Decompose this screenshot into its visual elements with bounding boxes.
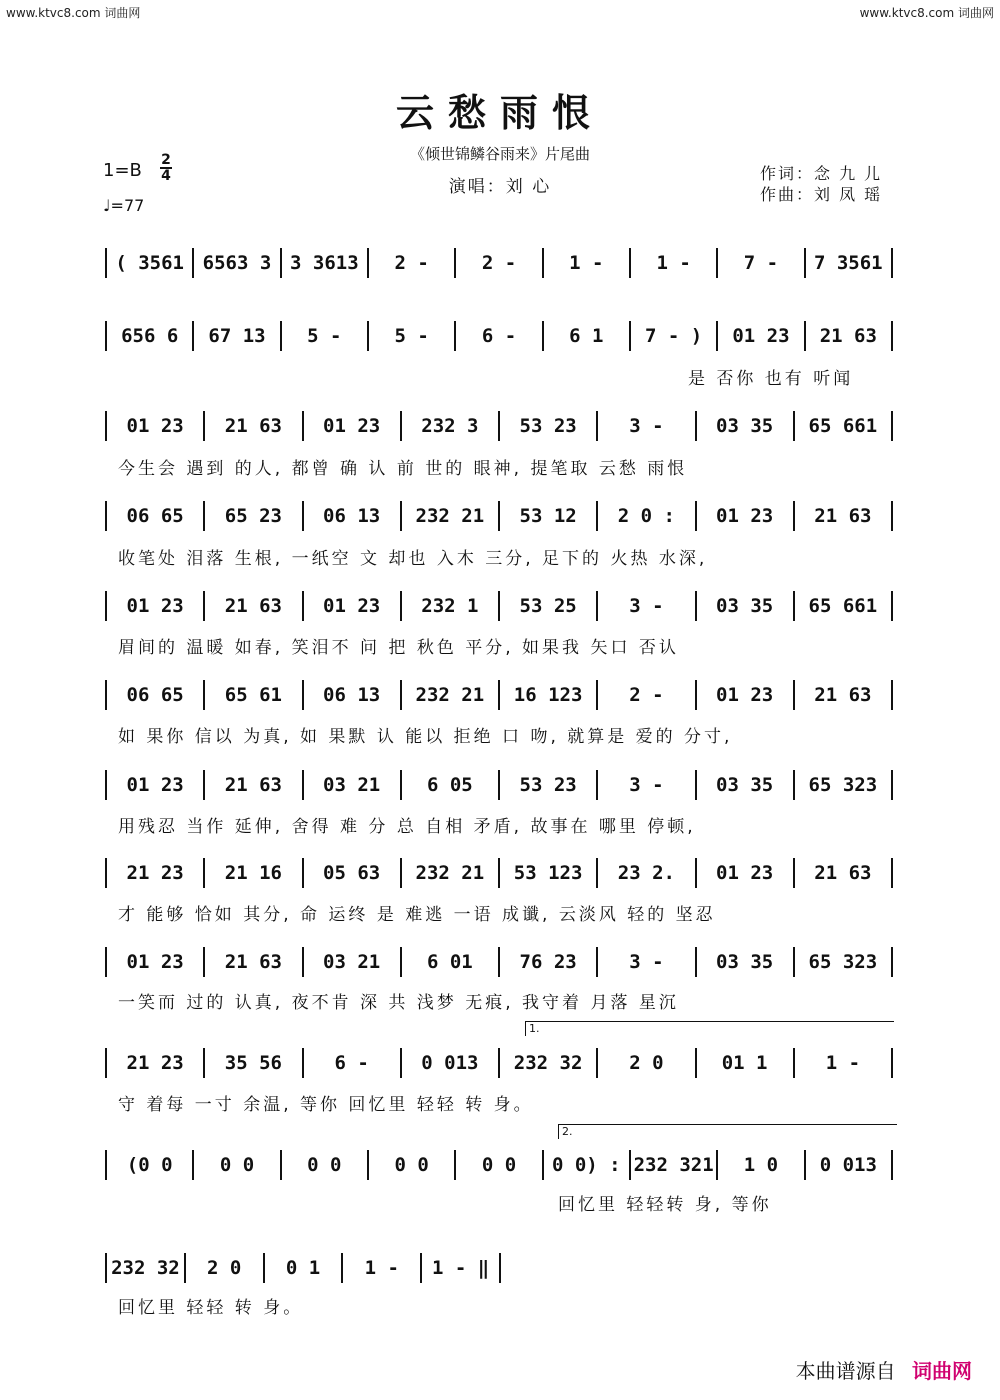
barline — [498, 858, 500, 888]
measure: 06 65 — [126, 684, 184, 706]
measure: 06 13 — [323, 505, 381, 527]
barline — [420, 1253, 422, 1283]
measure: 6 1 — [569, 325, 604, 347]
measure: 0 0 — [307, 1154, 342, 1176]
barline — [192, 1150, 194, 1180]
lyrics-row: 守 着每 一寸 余温, 等你 回忆里 轻轻 转 身。 — [118, 1095, 534, 1115]
first-ending-bracket: 1. — [525, 1021, 894, 1036]
barline — [302, 680, 304, 710]
barline — [105, 501, 107, 531]
lyrics-row: 收笔处 泪落 生根, 一纸空 文 却也 入木 三分, 足下的 火热 水深, — [118, 549, 708, 569]
barline — [793, 501, 795, 531]
measure: 0 1 — [285, 1257, 321, 1279]
measure: 656 6 — [121, 325, 179, 347]
measure: 65 61 — [224, 684, 282, 706]
barline — [596, 947, 598, 977]
barline — [367, 1150, 369, 1180]
measure: 65 661 — [808, 415, 878, 437]
barline — [629, 248, 631, 278]
notation-row — [103, 1045, 895, 1081]
measure: 01 23 — [716, 505, 774, 527]
barline — [695, 947, 697, 977]
measure: 2 0 : — [617, 505, 675, 527]
barline — [695, 680, 697, 710]
barline — [341, 1253, 343, 1283]
measure: 01 23 — [716, 862, 774, 884]
notation-row — [103, 588, 895, 624]
measure: 03 35 — [716, 595, 774, 617]
notation-row — [103, 677, 895, 713]
barline — [280, 248, 282, 278]
barline — [542, 248, 544, 278]
barline — [105, 858, 107, 888]
barline — [203, 858, 205, 888]
measure: 6 05 — [426, 774, 473, 796]
measure: 21 23 — [126, 862, 184, 884]
notation-row — [103, 498, 895, 534]
measure: 0 0) : — [551, 1154, 621, 1176]
barline — [793, 1048, 795, 1078]
measure: 5 - — [307, 325, 342, 347]
measure: 3 - — [629, 951, 664, 973]
measure: 01 23 — [323, 415, 381, 437]
barline — [793, 770, 795, 800]
measure: 7 - ) — [645, 325, 703, 347]
song-title: 云愁雨恨 — [395, 90, 604, 135]
measure: 3 - — [629, 595, 664, 617]
measure: 01 23 — [126, 415, 184, 437]
barline — [454, 1150, 456, 1180]
measure: 232 32 — [111, 1257, 180, 1279]
barline — [203, 411, 205, 441]
barline — [596, 501, 598, 531]
barline — [629, 1150, 631, 1180]
measure: 1 0 — [743, 1154, 779, 1176]
measure: 16 123 — [513, 684, 583, 706]
lyrics-row: 眉间的 温暖 如春, 笑泪不 问 把 秋色 平分, 如果我 矢口 否认 — [118, 638, 679, 658]
measure: 65 323 — [808, 774, 878, 796]
measure: 53 12 — [519, 505, 577, 527]
footer-text: 本曲谱源自 — [795, 1359, 896, 1383]
barline — [596, 858, 598, 888]
time-signature-bottom: 4 — [161, 168, 171, 184]
measure: 232 32 — [513, 1052, 583, 1074]
measure: 53 25 — [519, 595, 577, 617]
measure: 0 0 — [481, 1154, 517, 1176]
measure: 3 3613 — [290, 252, 359, 274]
measure: 65 23 — [224, 505, 282, 527]
barline — [793, 411, 795, 441]
notation-row — [103, 855, 895, 891]
barline — [695, 411, 697, 441]
barline — [793, 680, 795, 710]
barline — [629, 321, 631, 351]
barline — [891, 680, 893, 710]
measure: 2 0 — [629, 1052, 664, 1074]
measure: 3 - — [629, 415, 664, 437]
barline — [400, 770, 402, 800]
lyrics-row: 回忆里 轻轻 转 身。 — [118, 1298, 304, 1318]
barline — [400, 858, 402, 888]
composer-credit: 作曲：刘 凤 瑶 — [760, 185, 883, 204]
measure: 6563 3 — [202, 252, 272, 274]
measure: 06 13 — [323, 684, 381, 706]
notation-row — [103, 245, 895, 281]
barline — [105, 1150, 107, 1180]
barline — [695, 858, 697, 888]
barline — [454, 321, 456, 351]
barline — [891, 501, 893, 531]
barline — [793, 858, 795, 888]
barline — [367, 248, 369, 278]
measure: 0 013 — [421, 1052, 479, 1074]
barline — [891, 947, 893, 977]
barline — [367, 321, 369, 351]
barline — [695, 770, 697, 800]
barline — [400, 591, 402, 621]
measure: 21 63 — [224, 951, 282, 973]
measure: 1 - — [825, 1052, 861, 1074]
barline — [891, 591, 893, 621]
notation-row — [103, 944, 895, 980]
barline — [891, 321, 893, 351]
barline — [105, 1253, 107, 1283]
barline — [192, 321, 194, 351]
barline — [695, 501, 697, 531]
barline — [596, 411, 598, 441]
measure: 0 013 — [819, 1154, 877, 1176]
key-signature: 1=B — [103, 160, 142, 181]
barline — [454, 248, 456, 278]
footer-brand[interactable]: 词曲网 — [912, 1359, 972, 1383]
measure: 6 01 — [426, 951, 473, 973]
lyrics-row: 回忆里 轻轻转 身, 等你 — [558, 1195, 772, 1215]
barline — [105, 947, 107, 977]
measure: 21 63 — [224, 595, 282, 617]
measure: 232 21 — [415, 684, 485, 706]
time-signature-top: 2 — [161, 152, 171, 168]
measure: 2 0 — [207, 1257, 242, 1279]
barline — [695, 1048, 697, 1078]
barline — [400, 501, 402, 531]
barline — [105, 591, 107, 621]
measure: 35 56 — [224, 1052, 282, 1074]
barline — [192, 248, 194, 278]
measure: 232 321 — [633, 1154, 714, 1176]
measure: 0 0 — [394, 1154, 429, 1176]
measure: (0 0 — [126, 1154, 173, 1176]
measure: 65 661 — [808, 595, 878, 617]
measure: 01 23 — [126, 595, 184, 617]
measure: 01 23 — [732, 325, 790, 347]
measure: 23 2. — [617, 862, 675, 884]
measure: 53 23 — [519, 415, 577, 437]
barline — [891, 411, 893, 441]
measure: 1 - ‖ — [431, 1257, 490, 1279]
lyricist-credit: 作词：念 九 儿 — [760, 164, 883, 183]
barline — [498, 501, 500, 531]
tempo-marking: ♩=77 — [103, 196, 145, 215]
barline — [804, 321, 806, 351]
barline — [302, 858, 304, 888]
barline — [280, 321, 282, 351]
measure: 03 35 — [716, 951, 774, 973]
barline — [302, 501, 304, 531]
notation-row — [103, 767, 895, 803]
measure: 21 63 — [819, 325, 877, 347]
measure: 6 - — [334, 1052, 369, 1074]
lyrics-row: 如 果你 信以 为真, 如 果默 认 能以 拒绝 口 吻, 就算是 爱的 分寸, — [118, 727, 733, 747]
measure: 21 63 — [814, 684, 872, 706]
measure: 3 - — [629, 774, 664, 796]
lyrics-row: 是 否你 也有 听闻 — [688, 369, 854, 389]
barline — [302, 411, 304, 441]
barline — [280, 1150, 282, 1180]
barline — [596, 1048, 598, 1078]
barline — [302, 1048, 304, 1078]
barline — [891, 858, 893, 888]
notation-row — [103, 1250, 503, 1286]
time-signature — [160, 153, 172, 183]
measure: 1 - — [364, 1257, 399, 1279]
barline — [400, 680, 402, 710]
barline — [891, 1150, 893, 1180]
barline — [498, 947, 500, 977]
barline — [105, 411, 107, 441]
barline — [804, 248, 806, 278]
notation-row — [103, 318, 895, 354]
measure: 21 23 — [126, 1052, 184, 1074]
barline — [498, 770, 500, 800]
measure: 01 23 — [323, 595, 381, 617]
barline — [105, 680, 107, 710]
barline — [203, 680, 205, 710]
measure: 21 63 — [224, 774, 282, 796]
measure: 65 323 — [808, 951, 878, 973]
measure: 2 - — [394, 252, 429, 274]
barline — [105, 770, 107, 800]
measure: 03 35 — [716, 774, 774, 796]
measure: 232 21 — [415, 505, 485, 527]
barline — [716, 1150, 718, 1180]
barline — [498, 680, 500, 710]
watermark-right: www.ktvc8.com 词曲网 — [859, 6, 994, 20]
lyrics-row: 用残忍 当作 延伸, 舍得 难 分 总 自相 矛盾, 故事在 哪里 停顿, — [118, 817, 696, 837]
song-subtitle: 《倾世锦鳞谷雨来》片尾曲 — [409, 145, 590, 163]
footer-source — [796, 1355, 972, 1384]
measure: ( 3561 — [115, 252, 184, 274]
barline — [302, 947, 304, 977]
measure: 7 3561 — [813, 252, 883, 274]
barline — [891, 248, 893, 278]
measure: 53 23 — [519, 774, 577, 796]
measure: 03 21 — [323, 951, 381, 973]
barline — [804, 1150, 806, 1180]
barline — [105, 248, 107, 278]
lyrics-row: 一笑而 过的 认真, 夜不肯 深 共 浅梦 无痕, 我守着 月落 星沉 — [118, 993, 679, 1013]
measure: 01 23 — [126, 774, 184, 796]
barline — [203, 501, 205, 531]
measure: 21 63 — [224, 415, 282, 437]
barline — [498, 1048, 500, 1078]
barline — [793, 591, 795, 621]
barline — [891, 1048, 893, 1078]
barline — [793, 947, 795, 977]
barline — [542, 1150, 544, 1180]
barline — [105, 321, 107, 351]
measure: 05 63 — [323, 862, 381, 884]
measure: 0 0 — [219, 1154, 255, 1176]
measure: 5 - — [394, 325, 429, 347]
barline — [596, 680, 598, 710]
measure: 76 23 — [519, 951, 577, 973]
barline — [302, 591, 304, 621]
measure: 21 16 — [224, 862, 282, 884]
measure: 1 - — [656, 252, 691, 274]
barline — [302, 770, 304, 800]
barline — [499, 1253, 501, 1283]
lyrics-row: 才 能够 恰如 其分, 命 运终 是 难逃 一语 成谶, 云淡风 轻的 坚忍 — [118, 905, 716, 925]
barline — [400, 1048, 402, 1078]
measure: 53 123 — [513, 862, 583, 884]
measure: 21 63 — [814, 862, 872, 884]
barline — [203, 947, 205, 977]
barline — [695, 591, 697, 621]
measure: 7 - — [743, 252, 779, 274]
barline — [203, 591, 205, 621]
barline — [203, 1048, 205, 1078]
measure: 01 23 — [126, 951, 184, 973]
barline — [596, 591, 598, 621]
barline — [498, 591, 500, 621]
measure: 67 13 — [208, 325, 266, 347]
barline — [891, 770, 893, 800]
lyrics-row: 今生会 遇到 的人, 都曾 确 认 前 世的 眼神, 提笔取 云愁 雨恨 — [118, 459, 688, 479]
barline — [400, 411, 402, 441]
barline — [400, 947, 402, 977]
measure: 6 - — [481, 325, 517, 347]
measure: 03 21 — [323, 774, 381, 796]
measure: 232 3 — [421, 415, 479, 437]
second-ending-bracket: 2. — [558, 1124, 897, 1139]
notation-row — [103, 1147, 895, 1183]
barline — [498, 411, 500, 441]
barline — [203, 770, 205, 800]
measure: 232 21 — [415, 862, 485, 884]
measure: 01 23 — [716, 684, 774, 706]
barline — [716, 321, 718, 351]
measure: 21 63 — [814, 505, 872, 527]
barline — [716, 248, 718, 278]
measure: 01 1 — [721, 1052, 768, 1074]
barline — [184, 1253, 186, 1283]
barline — [542, 321, 544, 351]
measure: 03 35 — [716, 415, 774, 437]
singer-credit: 演唱：刘 心 — [448, 177, 552, 197]
measure: 2 - — [481, 252, 517, 274]
barline — [105, 1048, 107, 1078]
barline — [263, 1253, 265, 1283]
watermark-left: www.ktvc8.com 词曲网 — [6, 6, 141, 20]
measure: 232 1 — [421, 595, 479, 617]
measure: 06 65 — [126, 505, 184, 527]
measure: 1 - — [569, 252, 604, 274]
notation-row — [103, 408, 895, 444]
barline — [596, 770, 598, 800]
measure: 2 - — [629, 684, 664, 706]
